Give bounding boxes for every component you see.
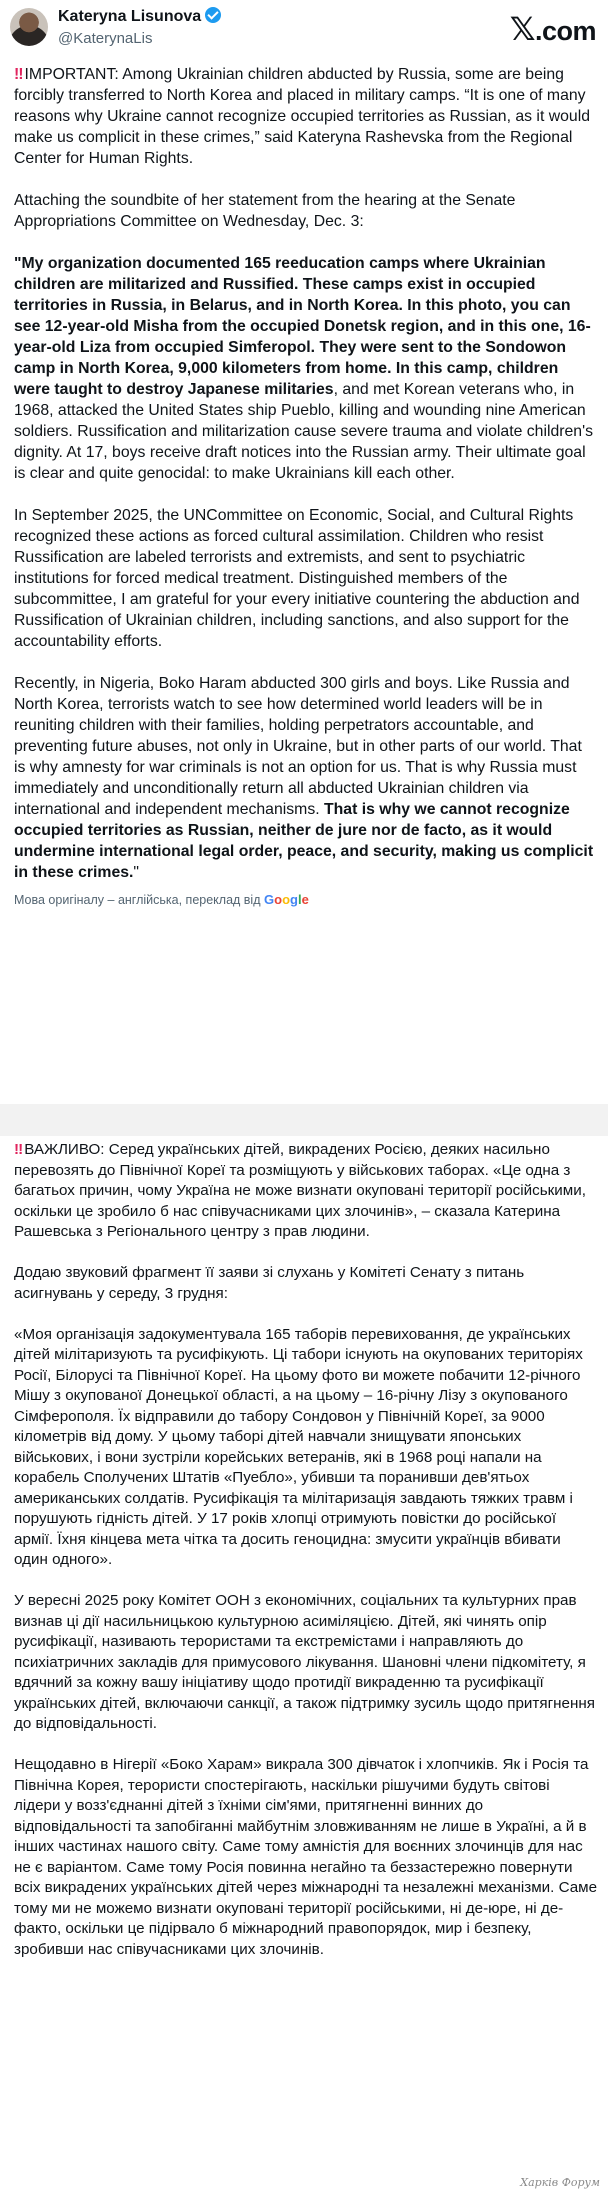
paragraph-1-text: IMPORTANT: Among Ukrainian children abducted by Russia, some are being forcibly transferred to North Korea and placed in military camps. “It is one of many reasons why Ukraine cannot recognize occupied territories as Russian, as it would make us complicit in these crimes,” said Kateryna Rashevska from the Regional Center for Human Rights.	[14, 66, 590, 167]
x-logo-icon: 𝕏	[509, 10, 535, 48]
uk-paragraph-4: У вересні 2025 року Комітет ООН з економічних, соціальних та культурних прав визнав ці дії насильницькою культурною асиміляцією. Дітей, які чинять опір русифікації, називають терористами та екстремістами і направляють до психіатричних закладів для примусового лікування. Шановні члени підкомітету, я вдячний за кожну вашу ініціативу щодо протидії викраденню та русифікації українських дітей, включаючи санкції, а також підтримку зусиль щодо притягнення до відповідальності.	[14, 1592, 595, 1732]
uk-paragraph-1	[14, 1140, 598, 1243]
author-name-line[interactable]	[58, 7, 221, 27]
tweet-card	[0, 0, 608, 908]
paragraph-2: Attaching the soundbite of her statement from the hearing at the Senate Appropriations Committee on Wednesday, Dec. 3:	[14, 192, 516, 230]
translation-note-text[interactable]: Мова оригіналу – англійська, переклад від	[14, 893, 264, 907]
author-handle[interactable]: @KaterynaLis	[58, 30, 153, 47]
ukrainian-translation-block	[0, 1140, 608, 1981]
paragraph-3-bold: "My organization documented 165 reeducation camps where Ukrainian children are militarized and Russified. These camps exist in occupied territories in Russia, in Belarus, and in North Korea. In this photo, you can see 12-year-old Misha from the occupied Donetsk region, and in this one, 16-year-old Liza from occupied Simferopol. They were sent to the Sondowon camp in North Korea, 9,000 kilometers from home. In this camp, children were taught to destroy Japanese militaries	[14, 255, 591, 398]
paragraph-3	[14, 253, 596, 484]
google-letter: o	[282, 892, 291, 907]
uk-paragraph-3: «Моя організація задокументувала 165 таборів перевиховання, де українських дітей мілітаризують та русифікують. Ці табори існують на окупованих територіях Росії, Білорусі та Північної Кореї. На цьому фото ви можете побачити 12-річного Мішу з окупованої Донецької області, а на цьому – 16-річну Лізу з окупованого Сімферополя. Їх відправили до табору Сондовон у Північній Кореї, за 9000 кілометрів від дому. У цьому таборі дітей навчали знищувати японських військових, і вони зустріли корейських ветеранів, які в 1968 році напали на корабель Сполучених Штатів «Пуебло», убивши та поранивши дев'ятьох американських солдатів. Русифікація та мілітаризація завдають тяжких травм і порушують гідність дітей. У 17 років хлопці отримують повістки до російської армії. Їхня кінцева мета чітка та досить геноцидна: змусити українців вбивати один одного».	[14, 1325, 583, 1568]
uk-paragraph-2: Додаю звуковий фрагмент її заяви зі слухань у Комітеті Сенату з питань асигнувань у середу, 3 грудня:	[14, 1264, 525, 1302]
paragraph-5	[14, 673, 596, 883]
x-com-logo	[510, 10, 596, 48]
uk-paragraph-5: Нещодавно в Нігерії «Боко Харам» викрала 300 дівчаток і хлопчиків. Як і Росія та Північна Корея, терористи спостерігають, наскільки рішучими будуть світові лідери у возз'єднанні дітей з їхніми сім'ями, притягненні винних до відповідальності та запобіганні майбутнім зловживанням не лише в Україні, а й в інших частинах нашого світу. Саме тому амністія для воєнних злочинців для нас не є варіантом. Саме тому Росія повинна негайно та беззастережно повернути всіх викрадених українських дітей через міжнародні та незалежні механізми. Саме тому ми не можемо визнати окуповані території російськими, ні де-юре, ні де-факто, оскільки це підірвало б міжнародний правопорядок, мир і безпеку, зробивши нас співучасниками цих злочинів.	[14, 1756, 598, 1958]
double-exclamation-icon: ‼	[14, 66, 22, 83]
google-letter: o	[274, 892, 283, 907]
google-letter: g	[290, 892, 298, 907]
uk-paragraph-1-text: ВАЖЛИВО: Серед українських дітей, викрадених Росією, деяких насильно перевозять до Північної Кореї та розміщують у військових таборах. «Це одна з багатьох причин, чому Україна не може визнати окуповані території російськими, оскільки це зробило б нас співучасниками цих злочинів», – сказала Катерина Рашевська з Регіонального центру з прав людини.	[14, 1141, 586, 1240]
paragraph-5-bold: That is why we cannot recognize occupied territories as Russian, neither de jure nor de facto, as it would undermine international legal order, peace, and security, making us complicit in these crimes.	[14, 801, 594, 881]
paragraph-5-plain: Recently, in Nigeria, Boko Haram abducted 300 girls and boys. Like Russia and North Korea, terrorists watch to see how determined world leaders will be in reuniting children with their families, holding perpetrators accountable, and preventing future abuses, not only in Ukraine, but in other parts of our world. That is why amnesty for war criminals is not an option for us. That is why Russia must immediately and unconditionally return all abducted Ukrainian children via international and independent mechanisms.	[14, 675, 582, 818]
section-divider	[0, 1104, 608, 1136]
google-letter: G	[263, 892, 275, 907]
paragraph-3-rest: , and met Korean veterans who, in 1968, attacked the United States ship Pueblo, killing and wounding nine American soldiers. Russification and militarization cause severe trauma and violate children's dignity. At 17, boys receive draft notices into the Russian army. Their ultimate goal is clear and quite genocidal: to make Ukrainians kill each other.	[14, 381, 594, 482]
avatar[interactable]	[10, 8, 48, 46]
tweet-header	[0, 0, 608, 64]
paragraph-4: In September 2025, the UNCommittee on Economic, Social, and Cultural Rights recognized these actions as forced cultural assimilation. Children who resist Russification are labeled terrorists and extremists, and sent to psychiatric institutions for forced medical treatment. Distinguished members of the subcommittee, I am grateful for your every initiative countering the abduction and Russification of Ukrainian children, including sanctions, and also support for the accountability efforts.	[14, 507, 580, 650]
watermark: Харків Форум	[520, 2176, 600, 2189]
x-logo-text: .com	[534, 16, 596, 46]
tweet-text-english	[0, 64, 608, 908]
google-logo[interactable]	[264, 892, 309, 907]
author-display-name[interactable]: Kateryna Lisunova	[58, 8, 202, 25]
paragraph-1	[14, 64, 596, 169]
double-exclamation-icon: ‼	[14, 1141, 22, 1158]
verified-badge-icon	[205, 7, 221, 23]
google-letter: e	[301, 892, 309, 907]
translation-note[interactable]	[14, 892, 596, 908]
google-letter: l	[297, 892, 302, 907]
tweet-text-ukrainian	[0, 1140, 608, 1960]
paragraph-5-end: "	[133, 864, 140, 881]
